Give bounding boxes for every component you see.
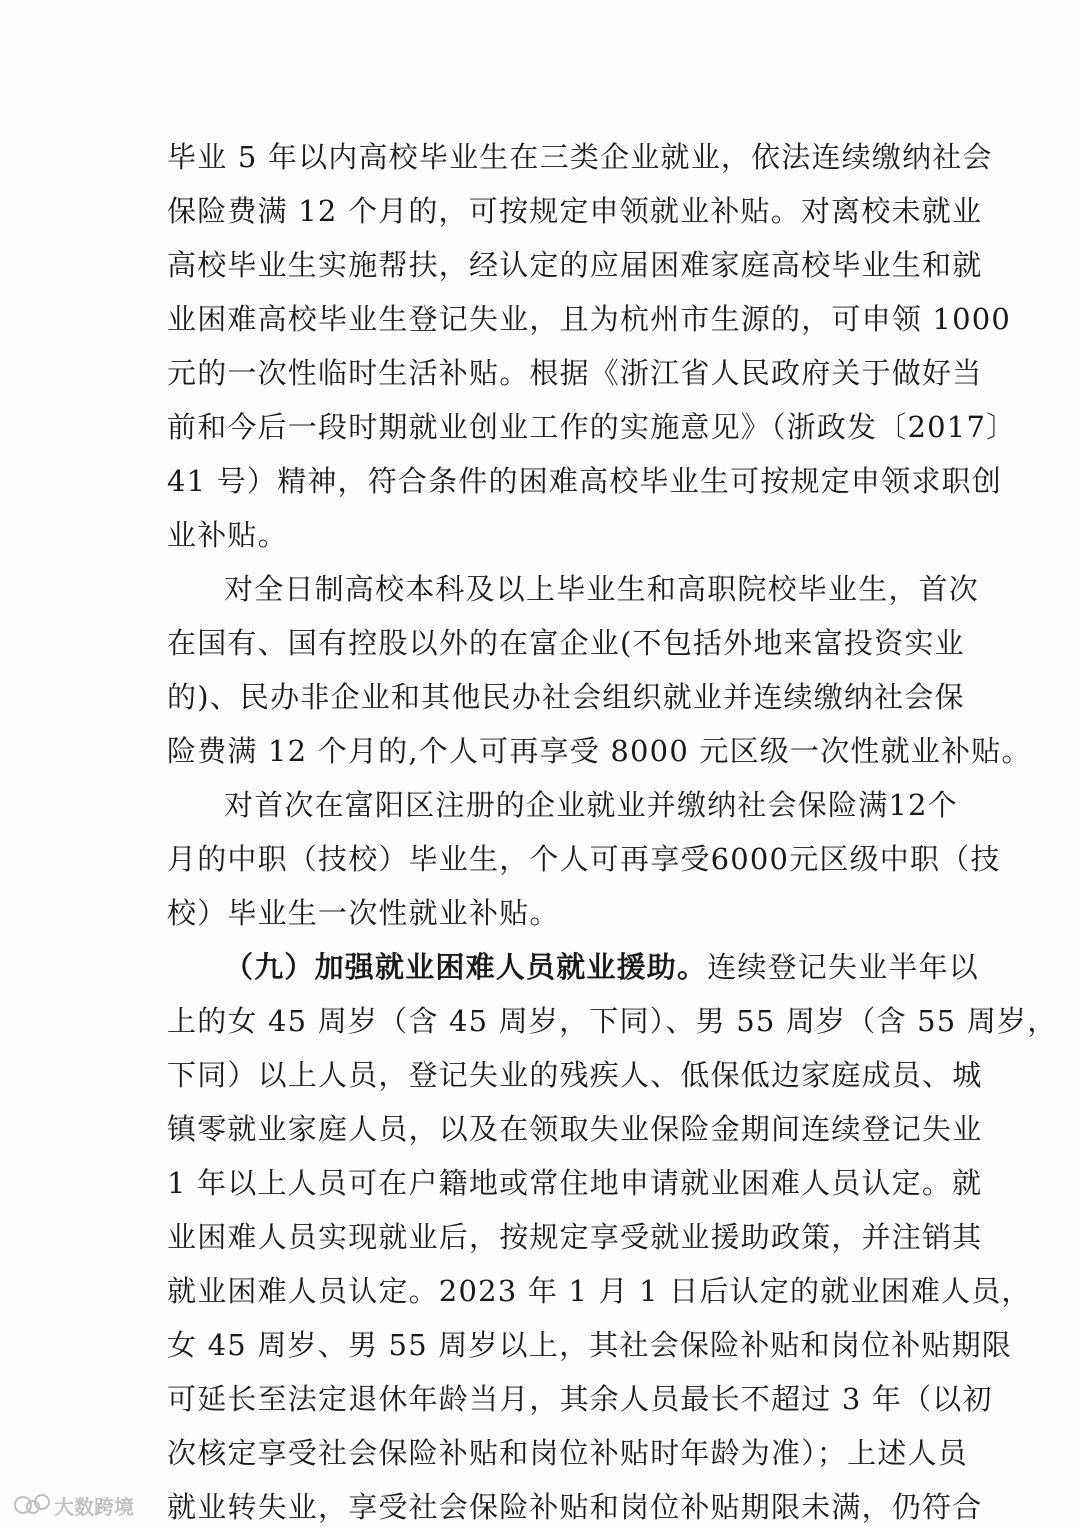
watermark — [14, 1490, 134, 1520]
text-line: 41 号）精神，符合条件的困难高校毕业生可按规定申领求职创 — [167, 464, 1002, 498]
text-line: 业困难高校毕业生登记失业，且为杭州市生源的，可申领 1000 — [167, 302, 1012, 336]
text-line: 高校毕业生实施帮扶，经认定的应届困难家庭高校毕业生和就 — [167, 248, 983, 282]
text-line: 1 年以上人员可在户籍地或常住地申请就业困难人员认定。就 — [167, 1166, 983, 1200]
text-line: 业困难人员实现就业后，按规定享受就业援助政策，并注销其 — [167, 1220, 983, 1254]
section-heading-line — [224, 947, 979, 987]
text-line: 月的中职（技校）毕业生，个人可再享受6000元区级中职（技 — [167, 842, 1001, 876]
paragraph-first-line: 对全日制高校本科及以上毕业生和高职院校毕业生，首次 — [224, 572, 980, 606]
watermark-logo-icon — [14, 1494, 48, 1516]
text-line: 险费满 12 个月的,个人可再享受 8000 元区级一次性就业补贴。 — [167, 734, 1032, 768]
text-line: 校）毕业生一次性就业补贴。 — [167, 896, 560, 930]
text-line: 上的女 45 周岁（含 45 周岁，下同）、男 55 周岁（含 55 周岁， — [167, 1004, 1058, 1038]
text-line: 的)、民办非企业和其他民办社会组织就业并连续缴纳社会保 — [167, 680, 965, 714]
text-line: 前和今后一段时期就业创业工作的实施意见》（浙政发〔2017〕 — [167, 410, 1017, 444]
text-line: 女 45 周岁、男 55 周岁以上，其社会保险补贴和岗位补贴期限 — [167, 1328, 1013, 1362]
text-line: 元的一次性临时生活补贴。根据《浙江省人民政府关于做好当 — [167, 356, 983, 390]
text-line: 镇零就业家庭人员，以及在领取失业保险金期间连续登记失业 — [167, 1112, 983, 1146]
text-line: 就业转失业，享受社会保险补贴和岗位补贴期限未满，仍符合 — [167, 1490, 983, 1524]
text-line: 毕业 5 年以内高校毕业生在三类企业就业，依法连续缴纳社会 — [167, 140, 993, 174]
watermark-text: 大数跨境 — [54, 1494, 134, 1519]
paragraph-first-line: 对首次在富阳区注册的企业就业并缴纳社会保险满12个 — [224, 788, 958, 822]
text-line: 业补贴。 — [167, 518, 288, 552]
text-line: 在国有、国有控股以外的在富企业(不包括外地来富投资实业 — [167, 626, 965, 660]
text-line: 下同）以上人员，登记失业的残疾人、低保低边家庭成员、城 — [167, 1058, 983, 1092]
section-heading: （九）加强就业困难人员就业援助。 — [224, 950, 708, 984]
section-heading-rest: 连续登记失业半年以 — [707, 950, 980, 984]
text-line: 保险费满 12 个月的，可按规定申领就业补贴。对离校未就业 — [167, 194, 983, 228]
text-line: 可延长至法定退休年龄当月，其余人员最长不超过 3 年（以初 — [167, 1382, 993, 1416]
text-line: 就业困难人员认定。2023 年 1 月 1 日后认定的就业困难人员， — [167, 1274, 1032, 1308]
text-line: 次核定享受社会保险补贴和岗位补贴时年龄为准）；上述人员 — [167, 1436, 968, 1470]
